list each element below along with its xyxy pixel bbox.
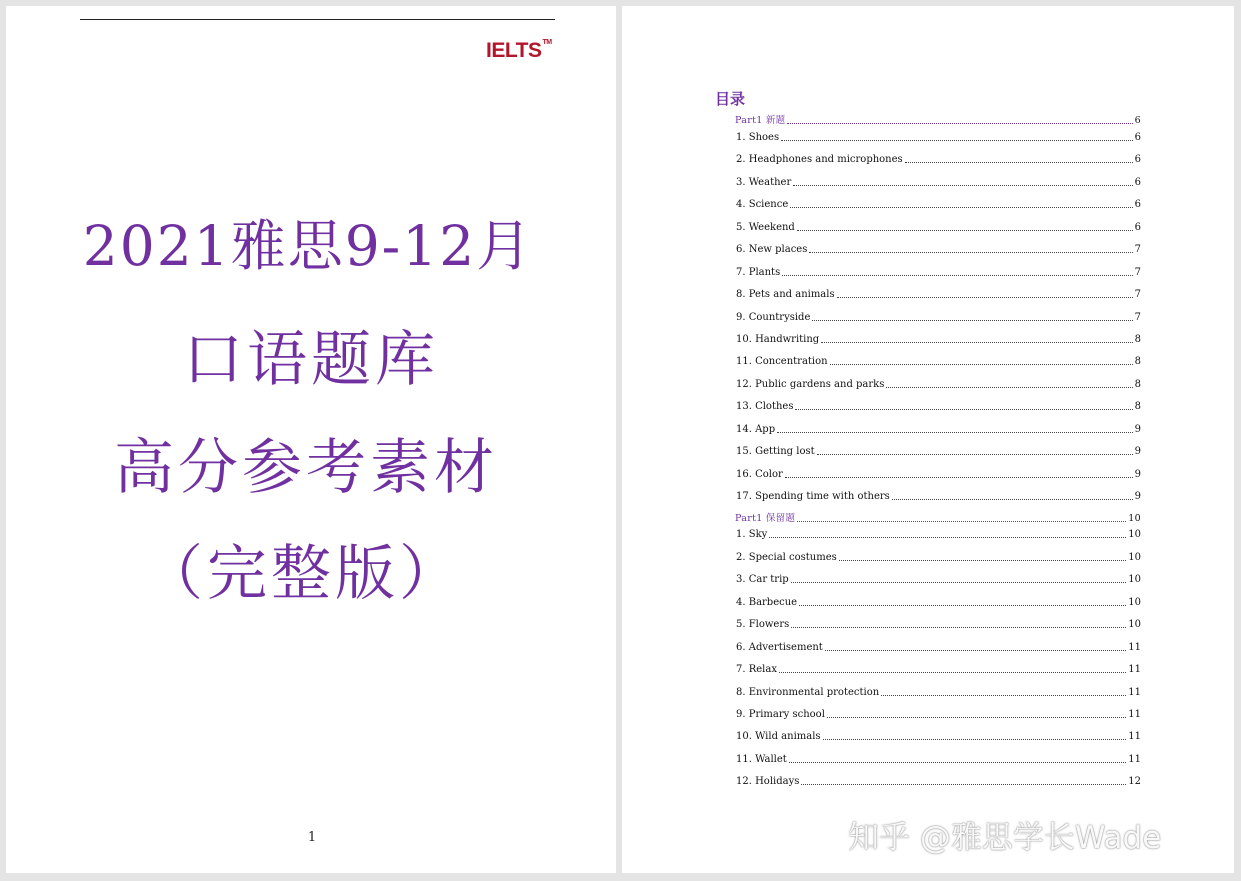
toc-entry-label: 13. Clothes xyxy=(736,401,794,412)
toc-dot-leader xyxy=(781,139,1133,141)
toc-dot-leader xyxy=(787,122,1132,124)
toc-dot-leader xyxy=(789,761,1126,763)
toc-entry-page: 12 xyxy=(1128,776,1141,787)
toc-entry[interactable] xyxy=(736,573,1141,587)
toc-entry[interactable] xyxy=(736,221,1141,235)
toc-dot-leader xyxy=(777,431,1133,433)
toc-entry-label: 1. Shoes xyxy=(736,132,780,143)
toc-entry-label: 16. Color xyxy=(736,469,783,480)
toc-entry-page: 10 xyxy=(1128,619,1141,630)
toc-entry[interactable] xyxy=(736,355,1141,369)
toc-entry-page: 11 xyxy=(1128,709,1141,720)
toc-entry[interactable] xyxy=(736,311,1141,325)
toc-dot-leader xyxy=(839,559,1126,561)
toc-dot-leader xyxy=(797,520,1126,522)
toc-entry-page: 8 xyxy=(1134,356,1141,367)
toc-entry-label: 9. Primary school xyxy=(736,709,825,720)
toc-dot-leader xyxy=(886,386,1132,388)
toc-entry-page: 10 xyxy=(1128,529,1141,540)
toc-entry-label: 4. Barbecue xyxy=(736,597,798,608)
toc-entry-label: 12. Public gardens and parks xyxy=(736,379,885,390)
toc-entry-page: 6 xyxy=(1134,177,1141,188)
toc-entry-label: 3. Weather xyxy=(736,177,792,188)
cover-page xyxy=(6,6,616,873)
toc-dot-leader xyxy=(881,694,1126,696)
toc-entry[interactable] xyxy=(736,333,1141,347)
toc-dot-leader xyxy=(769,536,1126,538)
toc-entry[interactable] xyxy=(736,266,1141,280)
cover-title-line-3: 高分参考素材 xyxy=(114,433,498,503)
toc-entry-label: 5. Weekend xyxy=(736,222,795,233)
toc-entry-page: 8 xyxy=(1134,401,1141,412)
toc-entry-label: 2. Headphones and microphones xyxy=(736,154,903,165)
toc-page xyxy=(622,6,1234,873)
toc-entry[interactable] xyxy=(736,378,1141,392)
toc-dot-leader xyxy=(797,229,1133,231)
toc-entry[interactable] xyxy=(736,730,1141,744)
page-number: 1 xyxy=(307,830,317,845)
toc-entry[interactable] xyxy=(736,618,1141,632)
toc-dot-leader xyxy=(823,738,1127,740)
toc-entry[interactable] xyxy=(736,641,1141,655)
toc-dot-leader xyxy=(812,319,1132,321)
toc-entry[interactable] xyxy=(736,423,1141,437)
toc-entry-label: 11. Wallet xyxy=(736,754,787,765)
toc-entry-page: 10 xyxy=(1128,574,1141,585)
toc-entry[interactable] xyxy=(736,243,1141,257)
toc-entry[interactable] xyxy=(736,596,1141,610)
toc-dot-leader xyxy=(905,161,1133,163)
toc-entry-page: 6 xyxy=(1134,115,1141,126)
toc-entry-page: 6 xyxy=(1134,154,1141,165)
toc-entry[interactable] xyxy=(736,775,1141,789)
toc-dot-leader xyxy=(809,251,1132,253)
toc-entry[interactable] xyxy=(736,490,1141,504)
toc-entry-label: 6. Advertisement xyxy=(736,642,823,653)
toc-entry-page: 9 xyxy=(1134,446,1141,457)
toc-section-heading[interactable] xyxy=(735,114,1141,128)
toc-entry-page: 7 xyxy=(1134,312,1141,323)
toc-entry-page: 7 xyxy=(1134,267,1141,278)
toc-entry-label: 11. Concentration xyxy=(736,356,828,367)
toc-entry-page: 11 xyxy=(1128,642,1141,653)
cover-title-line-2: 口语题库 xyxy=(183,325,439,395)
toc-entry-page: 10 xyxy=(1128,513,1141,524)
toc-entry-label: 7. Relax xyxy=(736,664,777,675)
toc-entry-label: 2. Special costumes xyxy=(736,552,837,563)
zhihu-watermark: 知乎 @雅思学长Wade xyxy=(848,820,1162,856)
toc-dot-leader xyxy=(827,716,1126,718)
toc-entry[interactable] xyxy=(736,400,1141,414)
toc-entry-label: 15. Getting lost xyxy=(736,446,815,457)
toc-entry-label: 6. New places xyxy=(736,244,808,255)
toc-entry[interactable] xyxy=(736,131,1141,145)
toc-entry[interactable] xyxy=(736,528,1141,542)
toc-entry-page: 9 xyxy=(1134,469,1141,480)
toc-dot-leader xyxy=(817,453,1133,455)
toc-entry-label: 14. App xyxy=(736,424,776,435)
toc-entry-page: 6 xyxy=(1134,199,1141,210)
toc-entry-label: 9. Countryside xyxy=(736,312,811,323)
toc-entry[interactable] xyxy=(736,551,1141,565)
toc-dot-leader xyxy=(821,341,1132,343)
toc-dot-leader xyxy=(801,783,1126,785)
toc-entry-page: 11 xyxy=(1128,731,1141,742)
toc-entry[interactable] xyxy=(736,753,1141,767)
toc-title: 目录 xyxy=(715,90,746,108)
toc-entry-page: 9 xyxy=(1134,491,1141,502)
toc-entry[interactable] xyxy=(736,198,1141,212)
toc-entry[interactable] xyxy=(736,663,1141,677)
toc-entry-page: 11 xyxy=(1128,754,1141,765)
cover-title-line-4: （完整版） xyxy=(143,539,463,609)
toc-dot-leader xyxy=(779,671,1126,673)
ielts-logo: IELTS™ xyxy=(486,39,552,62)
toc-entry-page: 6 xyxy=(1134,222,1141,233)
toc-dot-leader xyxy=(785,476,1133,478)
toc-entry[interactable] xyxy=(736,288,1141,302)
toc-entry-label: 10. Handwriting xyxy=(736,334,820,345)
toc-dot-leader xyxy=(799,604,1126,606)
toc-entry[interactable] xyxy=(736,176,1141,190)
toc-entry-label: Part1 新题 xyxy=(735,115,786,126)
toc-dot-leader xyxy=(892,498,1133,500)
toc-entry-page: 6 xyxy=(1134,132,1141,143)
toc-entry-label: 4. Science xyxy=(736,199,789,210)
toc-entry[interactable] xyxy=(736,686,1141,700)
toc-dot-leader xyxy=(782,274,1132,276)
toc-dot-leader xyxy=(790,206,1132,208)
toc-dot-leader xyxy=(795,408,1132,410)
toc-entry[interactable] xyxy=(736,153,1141,167)
toc-entry-label: 7. Plants xyxy=(736,267,781,278)
toc-entry-page: 7 xyxy=(1134,244,1141,255)
toc-dot-leader xyxy=(830,363,1133,365)
toc-entry-label: 17. Spending time with others xyxy=(736,491,890,502)
header-rule xyxy=(80,19,555,20)
toc-entry-label: Part1 保留题 xyxy=(735,513,796,524)
toc-dot-leader xyxy=(791,626,1126,628)
toc-entry-page: 10 xyxy=(1128,597,1141,608)
toc-section-heading[interactable] xyxy=(735,512,1141,526)
cover-title-line-1: 2021雅思9-12月 xyxy=(82,214,534,278)
toc-entry-page: 9 xyxy=(1134,424,1141,435)
toc-dot-leader xyxy=(791,581,1127,583)
toc-entry[interactable] xyxy=(736,445,1141,459)
toc-entry-label: 1. Sky xyxy=(736,529,768,540)
toc-entry-label: 3. Car trip xyxy=(736,574,789,585)
toc-entry-page: 11 xyxy=(1128,664,1141,675)
toc-dot-leader xyxy=(825,649,1126,651)
toc-entry-label: 8. Pets and animals xyxy=(736,289,835,300)
toc-entry-page: 8 xyxy=(1134,334,1141,345)
toc-entry-label: 12. Holidays xyxy=(736,776,800,787)
toc-entry-label: 5. Flowers xyxy=(736,619,790,630)
toc-entry[interactable] xyxy=(736,708,1141,722)
toc-entry-page: 11 xyxy=(1128,687,1141,698)
toc-entry-label: 8. Environmental protection xyxy=(736,687,880,698)
toc-entry-page: 7 xyxy=(1134,289,1141,300)
toc-entry-page: 10 xyxy=(1128,552,1141,563)
toc-entry[interactable] xyxy=(736,468,1141,482)
toc-entry-label: 10. Wild animals xyxy=(736,731,821,742)
toc-entry-page: 8 xyxy=(1134,379,1141,390)
toc-dot-leader xyxy=(837,296,1133,298)
toc-dot-leader xyxy=(793,184,1132,186)
